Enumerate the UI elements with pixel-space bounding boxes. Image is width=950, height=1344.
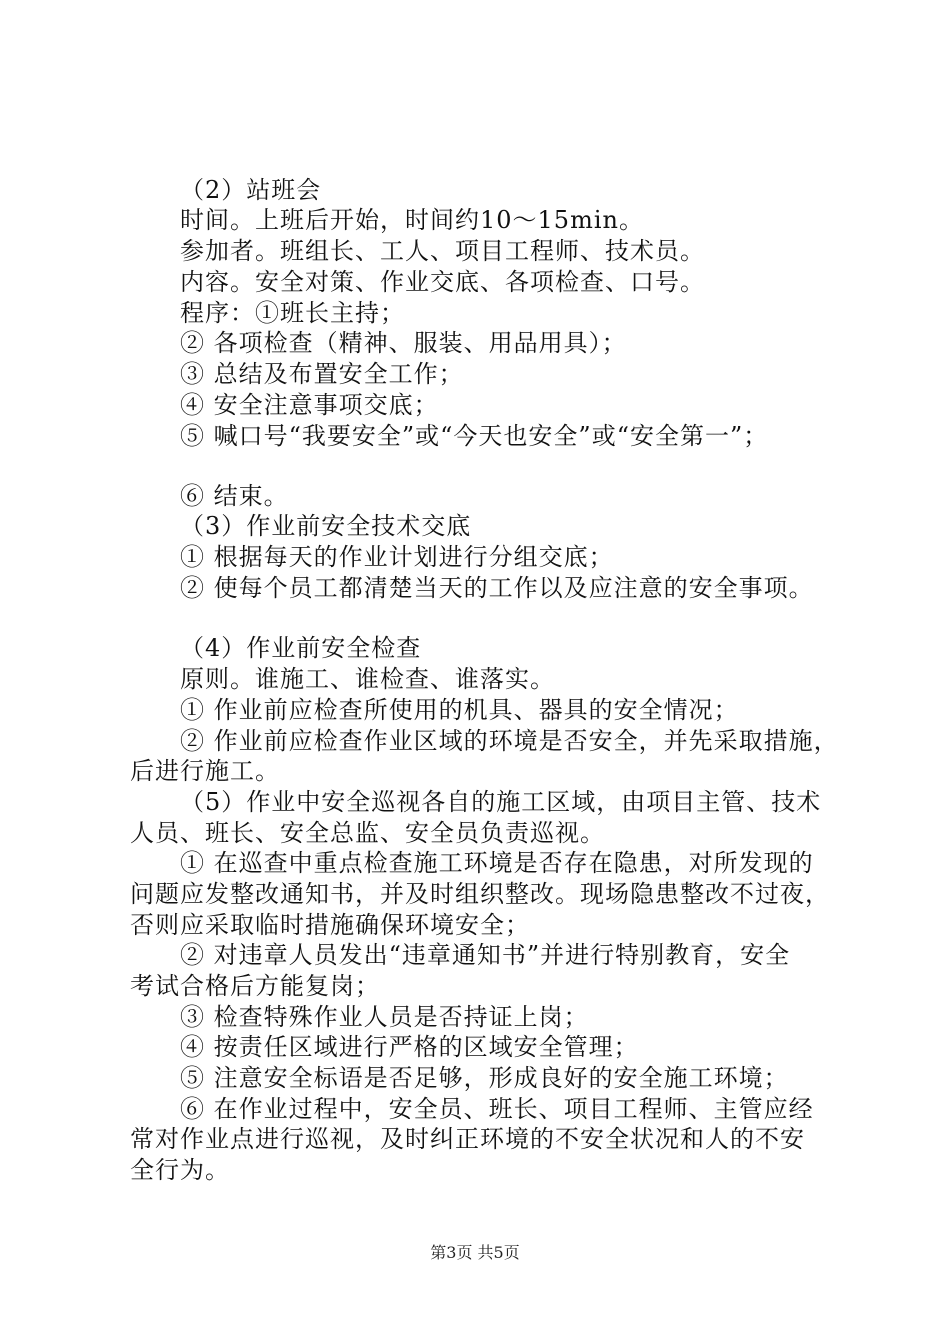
- paragraph-line: ② 各项检查（精神、服装、用品用具）；: [180, 329, 627, 357]
- heading-5: （5）作业中安全巡视各自的施工区域，由项目主管、技术: [180, 788, 822, 816]
- paragraph-line: ④ 按责任区域进行严格的区域安全管理；: [180, 1033, 639, 1061]
- heading-3: （3）作业前安全技术交底: [180, 512, 472, 540]
- paragraph-line: ① 作业前应检查所使用的机具、器具的安全情况；: [180, 696, 739, 724]
- heading-4: （4）作业前安全检查: [180, 634, 422, 662]
- paragraph-line: 全行为。: [130, 1156, 230, 1184]
- paragraph-line: 否则应采取临时措施确保环境安全；: [130, 911, 530, 939]
- paragraph-line: 原则。谁施工、谁检查、谁落实。: [180, 665, 555, 693]
- paragraph-line: ③ 检查特殊作业人员是否持证上岗；: [180, 1003, 589, 1031]
- paragraph-line: ⑤ 喊口号“我要安全”或“今天也安全”或“安全第一”；: [180, 422, 769, 450]
- paragraph-line: ① 根据每天的作业计划进行分组交底；: [180, 543, 614, 571]
- paragraph-line: 后进行施工。: [130, 757, 280, 785]
- page-footer: 第3页 共5页: [430, 1243, 520, 1262]
- paragraph-line: ④ 安全注意事项交底；: [180, 391, 439, 419]
- paragraph-line: 考试合格后方能复岗；: [130, 972, 380, 1000]
- paragraph-line: ⑥ 在作业过程中，安全员、班长、项目工程师、主管应经: [180, 1095, 814, 1123]
- paragraph-line: ① 在巡查中重点检查施工环境是否存在隐患，对所发现的: [180, 849, 814, 877]
- paragraph-line: 人员、班长、安全总监、安全员负责巡视。: [130, 819, 605, 847]
- paragraph-line: ⑥ 结束。: [180, 482, 289, 510]
- paragraph-line: 内容。安全对策、作业交底、各项检查、口号。: [180, 268, 705, 296]
- paragraph-line: 时间。上班后开始，时间约10～15min。: [180, 206, 644, 234]
- paragraph-line: 常对作业点进行巡视，及时纠正环境的不安全状况和人的不安: [130, 1125, 805, 1153]
- paragraph-line: ⑤ 注意安全标语是否足够，形成良好的安全施工环境；: [180, 1064, 789, 1092]
- paragraph-line: ② 使每个员工都清楚当天的工作以及应注意的安全事项。: [180, 574, 814, 602]
- paragraph-line: 程序：①班长主持；: [180, 299, 405, 327]
- paragraph-line: ③ 总结及布置安全工作；: [180, 360, 464, 388]
- paragraph-line: ② 对违章人员发出“违章通知书”并进行特别教育，安全: [180, 941, 791, 969]
- paragraph-line: 参加者。班组长、工人、项目工程师、技术员。: [180, 237, 705, 265]
- paragraph-line: ② 作业前应检查作业区域的环境是否安全，并先采取措施，: [180, 727, 839, 755]
- heading-2: （2）站班会: [180, 176, 322, 204]
- paragraph-line: 问题应发整改通知书，并及时组织整改。现场隐患整改不过夜，: [130, 880, 830, 908]
